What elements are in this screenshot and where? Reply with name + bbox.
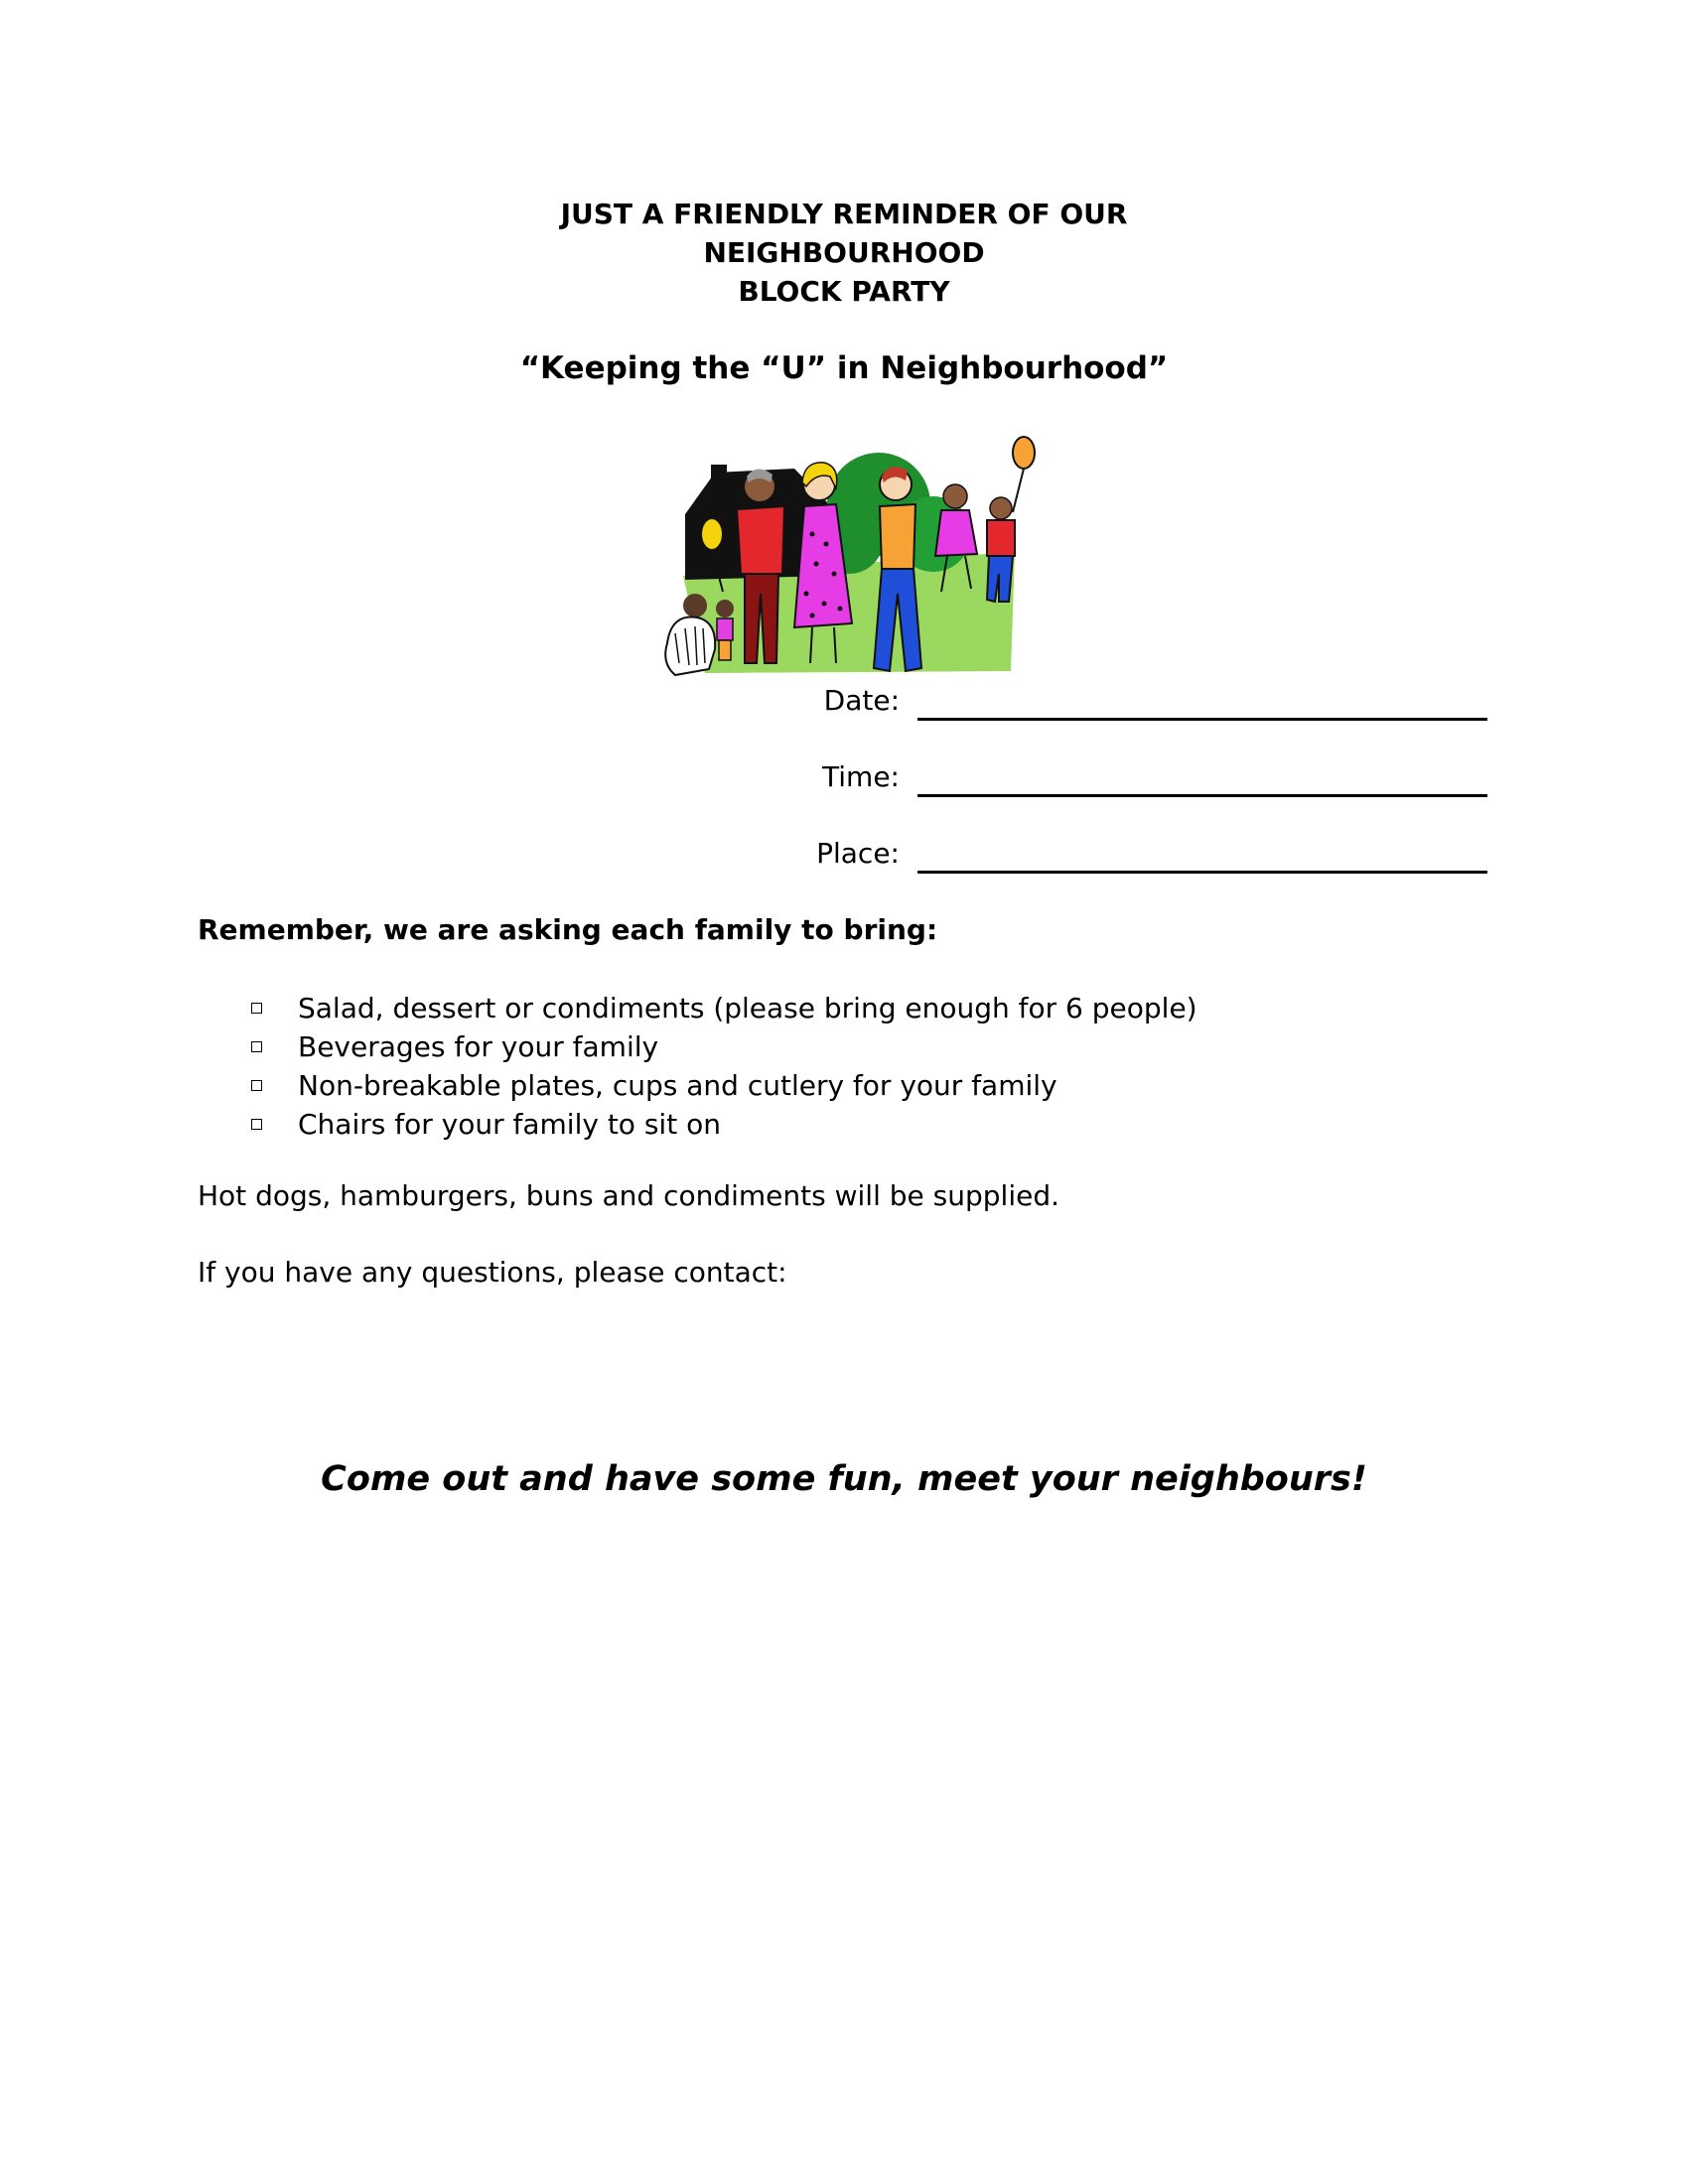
supplied-note: Hot dogs, hamburgers, buns and condiments will be supplied. — [198, 1179, 1059, 1212]
block-party-clipart — [645, 425, 1053, 685]
place-blank-line — [917, 871, 1487, 874]
checkbox-icon — [251, 1041, 262, 1052]
list-item — [248, 1027, 1197, 1066]
checkbox-icon — [251, 1003, 262, 1014]
list-item — [248, 1105, 1197, 1144]
list-item-text: Beverages for your family — [298, 1030, 659, 1063]
place-label: Place: — [816, 837, 900, 870]
time-label: Time: — [822, 760, 900, 793]
contact-note: If you have any questions, please contact: — [198, 1256, 787, 1289]
checkbox-icon — [251, 1080, 262, 1091]
time-field-row — [695, 757, 1489, 797]
date-label: Date: — [823, 684, 900, 717]
list-item — [248, 1066, 1197, 1105]
slogan: “Keeping the “U” in Neighbourhood” — [519, 350, 1169, 386]
checkbox-icon — [251, 1119, 262, 1130]
title-line-2: NEIGHBOURHOOD — [703, 236, 985, 269]
page-title — [0, 195, 1688, 311]
title-line-3: BLOCK PARTY — [738, 275, 950, 308]
date-field-row — [695, 681, 1489, 721]
place-field-row — [695, 834, 1489, 874]
closing-message: Come out and have some fun, meet your neighbours! — [321, 1459, 1367, 1499]
bring-list — [248, 989, 1197, 1144]
date-blank-line — [917, 718, 1487, 721]
list-item-text: Chairs for your family to sit on — [298, 1108, 721, 1141]
time-blank-line — [917, 794, 1487, 797]
title-line-1: JUST A FRIENDLY REMINDER OF OUR — [560, 198, 1128, 230]
list-item-text: Non-breakable plates, cups and cutlery for your family — [298, 1069, 1057, 1102]
list-item — [248, 989, 1197, 1027]
list-item-text: Salad, dessert or condiments (please bring enough for 6 people) — [298, 992, 1197, 1024]
bring-heading: Remember, we are asking each family to bring: — [198, 913, 938, 946]
